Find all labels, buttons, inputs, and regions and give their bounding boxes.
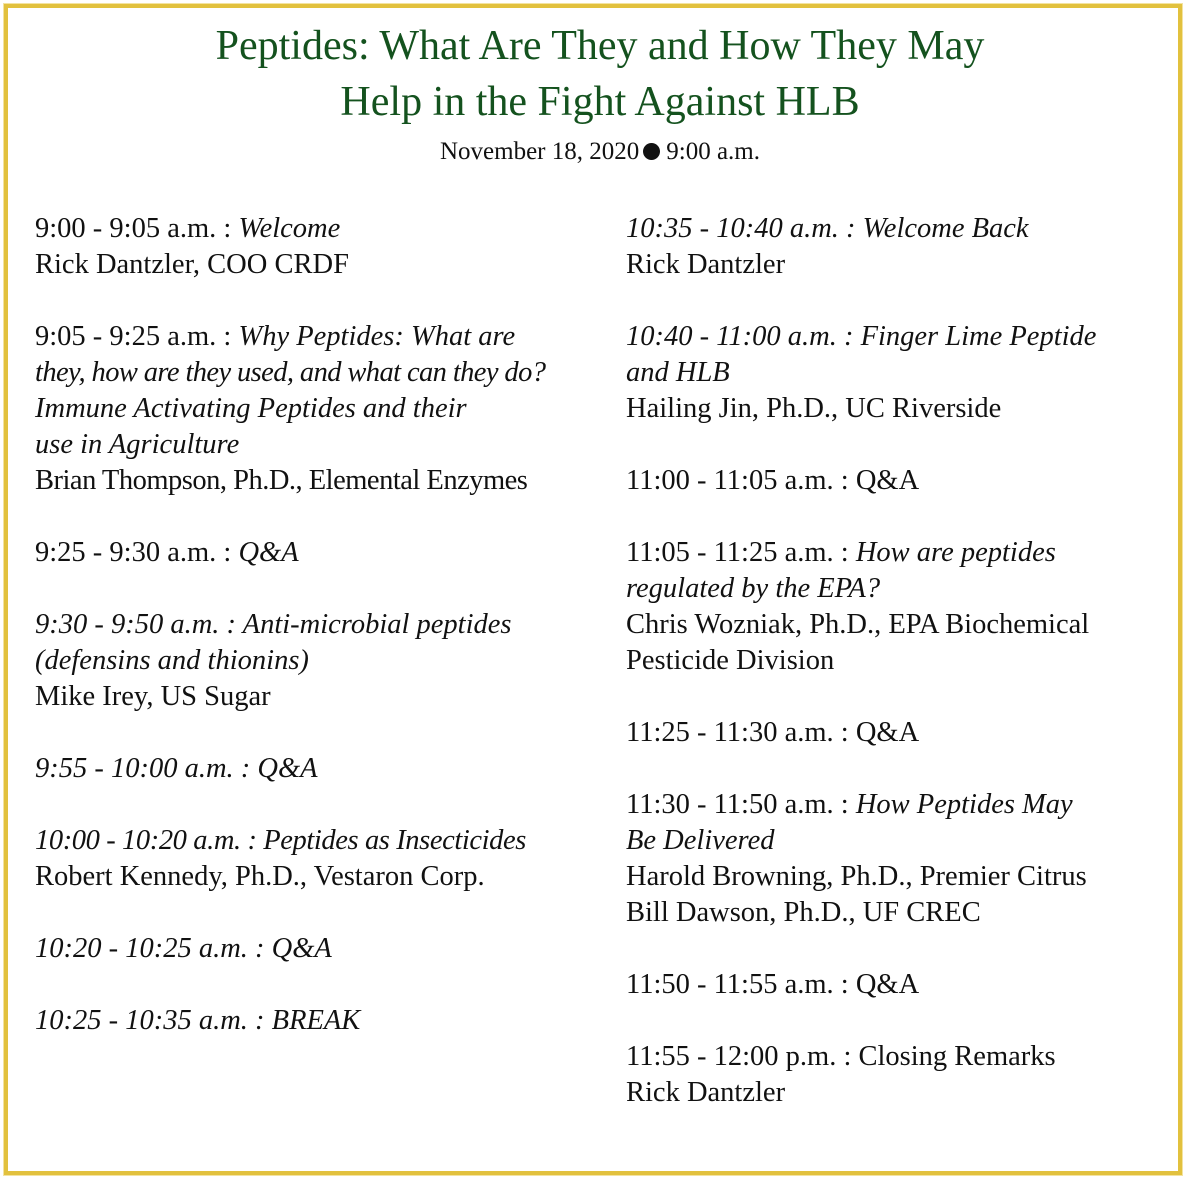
agenda-topic-line: use in Agriculture [35,429,240,460]
agenda-time: 11:55 - 12:00 p.m. : [626,1041,859,1072]
event-date [0,136,1200,168]
agenda-speaker: Mike Irey, US Sugar [35,681,271,712]
agenda-item [35,751,580,787]
agenda-time: 11:50 - 11:55 a.m. : [626,969,856,1000]
agenda-time: 11:30 - 11:50 a.m. : [626,789,856,820]
agenda-speaker: Rick Dantzler, COO CRDF [35,249,349,280]
page-title [0,18,1200,130]
agenda-item [626,463,1171,499]
agenda-item [35,607,580,715]
agenda-topic: Q&A [257,753,318,784]
agenda-topic: How are peptides [855,537,1056,568]
agenda-item [35,319,580,499]
agenda-topic: Closing Remarks [858,1041,1056,1072]
agenda-time: 10:40 - 11:00 a.m. : [626,321,861,352]
title-line-1: Peptides: What Are They and How They May [215,23,985,69]
agenda-item [35,823,580,895]
schedule-right-column [626,211,1171,1147]
agenda-speaker: Robert Kennedy, Ph.D., Vestaron Corp. [35,861,485,892]
agenda-speaker: Harold Browning, Ph.D., Premier Citrus [626,861,1087,892]
agenda-item [35,1003,580,1039]
agenda-speaker: Brian Thompson, Ph.D., Elemental Enzymes [35,465,528,496]
schedule-left-column [35,211,580,1075]
agenda-topic: How Peptides May [855,789,1073,820]
agenda-item [626,787,1171,931]
agenda-item [626,535,1171,679]
agenda-topic-line: regulated by the EPA? [626,573,881,604]
agenda-topic: BREAK [271,1005,361,1036]
agenda-item [626,715,1171,751]
agenda-time: 11:05 - 11:25 a.m. : [626,537,856,568]
agenda-topic: Welcome Back [862,213,1029,244]
bullet-icon [643,143,660,160]
agenda-time: 10:20 - 10:25 a.m. : [35,933,272,964]
agenda-time: 9:00 - 9:05 a.m. : [35,213,239,244]
agenda-topic: Q&A [855,465,920,496]
agenda-time: 10:25 - 10:35 a.m. : [35,1005,272,1036]
agenda-topic: Q&A [238,537,299,568]
date-day: November 18, 2020 [439,138,640,165]
agenda-speaker: Bill Dawson, Ph.D., UF CREC [626,897,981,928]
agenda-speaker: Pesticide Division [626,645,835,676]
agenda-topic: Why Peptides: What are [238,321,516,352]
agenda-topic: Peptides as Insecticides [263,825,526,856]
title-line-2: Help in the Fight Against HLB [340,79,860,125]
agenda-speaker: Rick Dantzler [626,1077,786,1108]
agenda-time: 10:35 - 10:40 a.m. : [626,213,863,244]
agenda-speaker: Hailing Jin, Ph.D., UC Riverside [626,393,1002,424]
agenda-topic: Q&A [855,969,920,1000]
agenda-speaker: Chris Wozniak, Ph.D., EPA Biochemical [626,609,1090,640]
agenda-speaker: Rick Dantzler [626,249,786,280]
agenda-topic: Q&A [855,717,920,748]
agenda-item [626,211,1171,283]
date-time: 9:00 a.m. [666,138,761,165]
agenda-topic-line: (defensins and thionins) [35,645,309,676]
agenda-time: 9:25 - 9:30 a.m. : [35,537,239,568]
agenda-time: 10:00 - 10:20 a.m. : [35,825,264,856]
agenda-topic: Anti-microbial peptides [242,609,512,640]
agenda-time: 11:25 - 11:30 a.m. : [626,717,856,748]
agenda-item [35,931,580,967]
agenda-time: 11:00 - 11:05 a.m. : [626,465,856,496]
agenda-topic-line: Immune Activating Peptides and their [35,393,467,424]
agenda-item [35,535,580,571]
agenda-item [35,211,580,283]
agenda-topic: Q&A [271,933,332,964]
agenda-item [626,1039,1171,1111]
agenda-topic: Finger Lime Peptide [860,321,1097,352]
agenda-item [626,967,1171,1003]
agenda-topic-line: and HLB [626,357,730,388]
agenda-time: 9:55 - 10:00 a.m. : [35,753,258,784]
agenda-time: 9:05 - 9:25 a.m. : [35,321,239,352]
agenda-topic-line: they, how are they used, and what can they do? [35,357,546,388]
agenda-time: 9:30 - 9:50 a.m. : [35,609,243,640]
agenda-item [626,319,1171,427]
agenda-topic-line: Be Delivered [626,825,775,856]
agenda-topic: Welcome [238,213,341,244]
